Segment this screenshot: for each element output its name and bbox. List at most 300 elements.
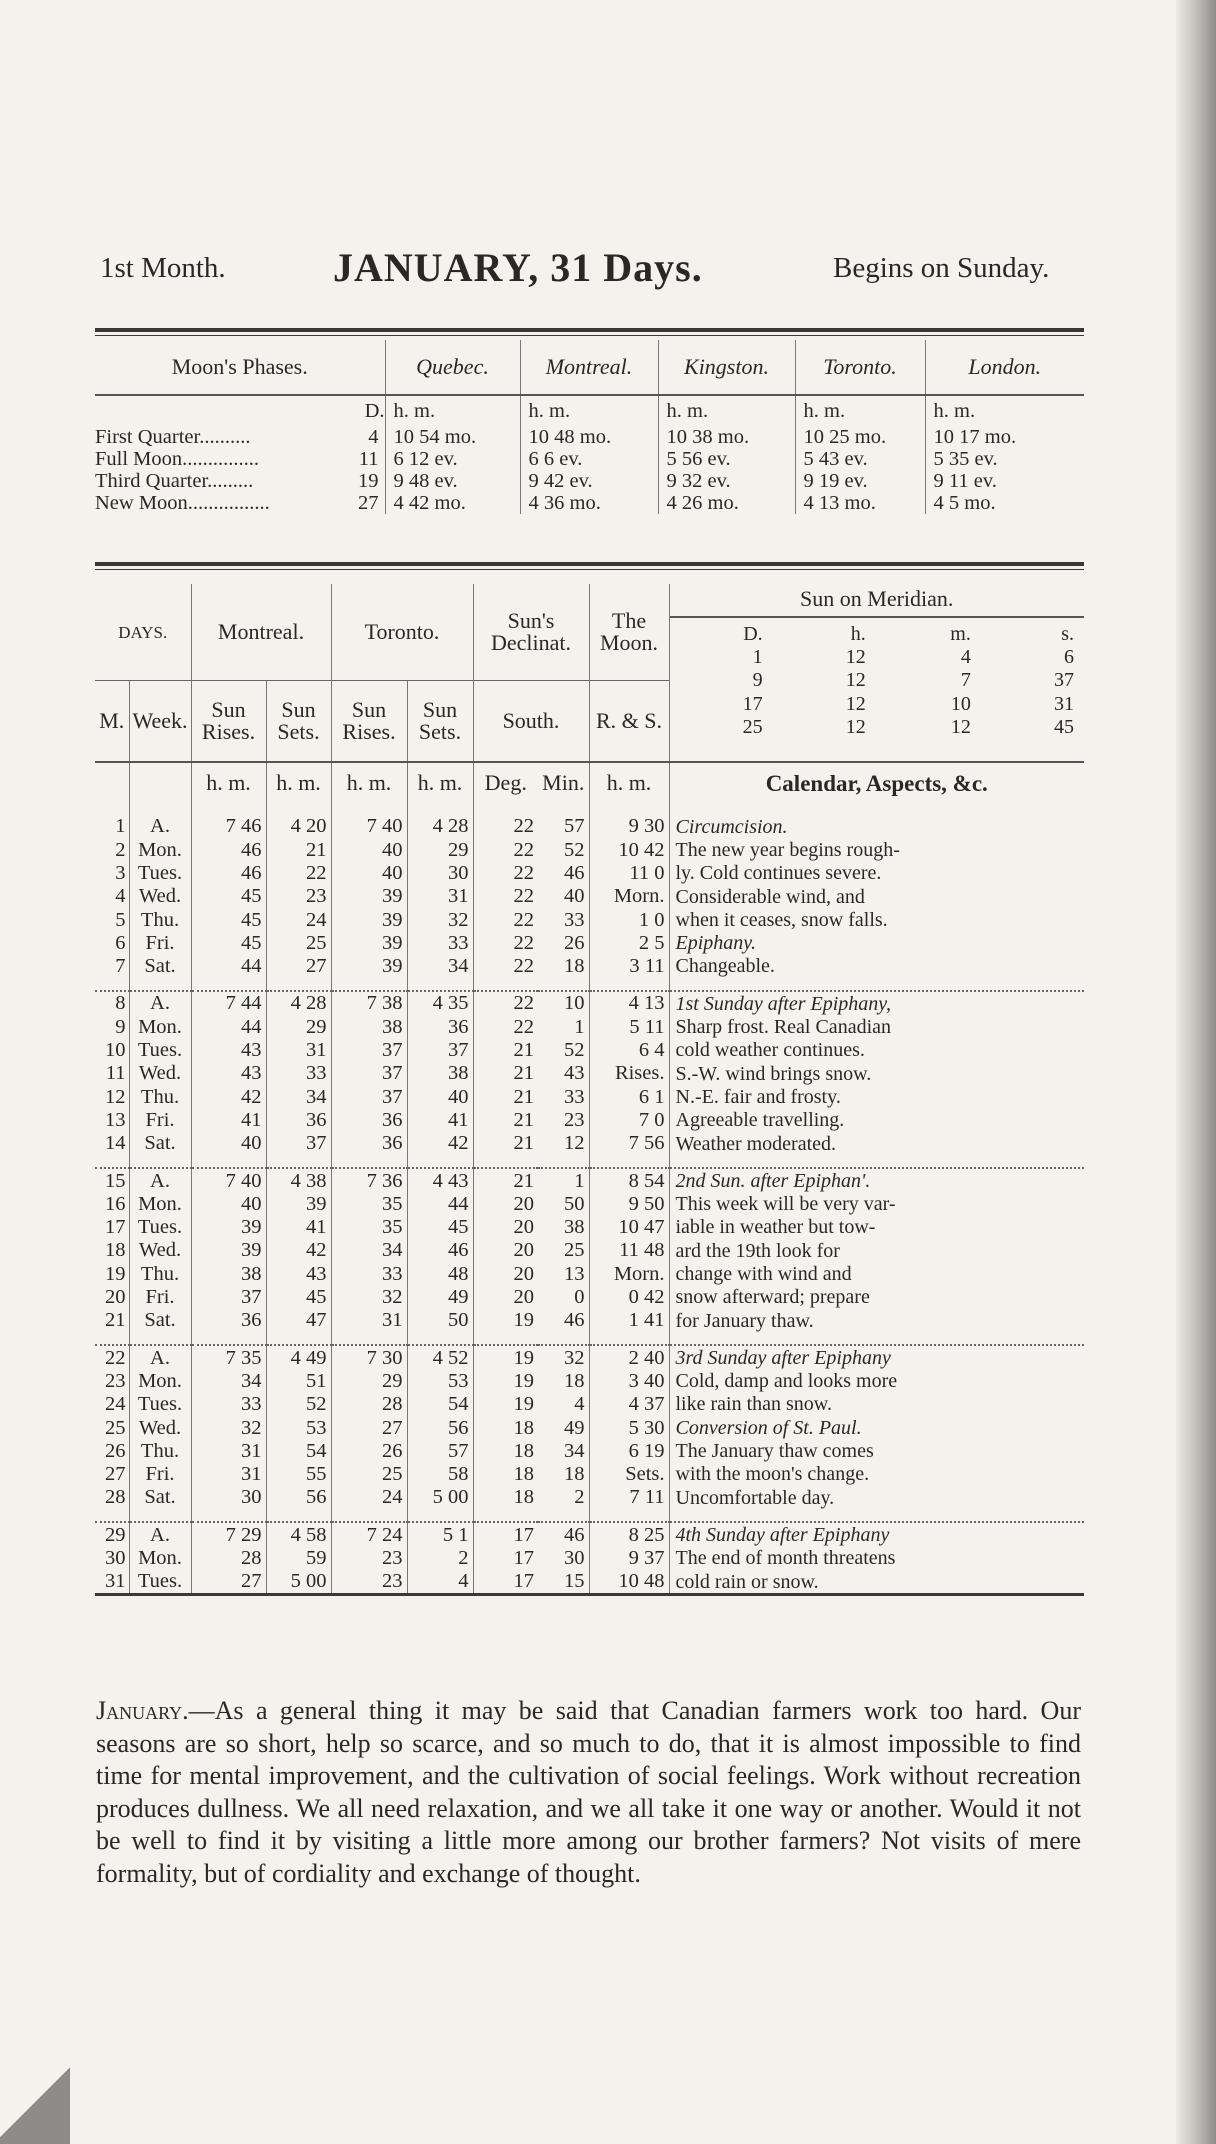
separator-cell — [669, 978, 1084, 991]
day-of-month: 13 — [105, 1108, 126, 1131]
declination-minutes: 38 — [564, 1216, 585, 1239]
montreal-sunset: 53 — [266, 1416, 331, 1439]
calendar-remark: ly. Cold continues severe. — [669, 862, 1084, 885]
spacer-cell — [95, 803, 129, 815]
day-of-week: A. — [129, 1345, 191, 1369]
montreal-sunrise: 31 — [191, 1439, 266, 1462]
day-of-month: 10 — [105, 1039, 126, 1062]
toronto-sunset: 53 — [407, 1370, 473, 1393]
montreal-sets-heading: Sun Sets. — [266, 681, 331, 763]
moon-phase-time: 4 36 mo. — [520, 492, 658, 514]
montreal-sunset: 4 49 — [266, 1345, 331, 1369]
meridian-cell: 12 — [845, 692, 866, 715]
declination-degrees: 20 — [473, 1192, 538, 1215]
meridian-table — [670, 622, 1085, 738]
toronto-sunset: 58 — [407, 1463, 473, 1486]
day-of-week: A. — [129, 815, 191, 838]
toronto-sunset: 4 35 — [407, 991, 473, 1015]
calendar-remark: when it ceases, snow falls. — [669, 908, 1084, 931]
moon-rise-set: 7 11 — [589, 1486, 669, 1509]
toronto-sunrise: 7 36 — [331, 1168, 407, 1192]
moon-phase-time: 10 17 mo. — [925, 426, 1084, 448]
meridian-cell: 1 — [752, 645, 763, 668]
montreal-sunrise: 30 — [191, 1486, 266, 1509]
montreal-sunset: 37 — [266, 1132, 331, 1155]
week-separator — [95, 1155, 1084, 1168]
toronto-sunset: 45 — [407, 1216, 473, 1239]
montreal-sunset: 4 28 — [266, 991, 331, 1015]
moon-phase-row — [95, 470, 1084, 492]
january-note — [96, 1695, 1081, 1890]
separator-cell — [331, 978, 407, 991]
montreal-sunrise: 46 — [191, 838, 266, 861]
day-of-week: Tues. — [129, 862, 191, 885]
calendar-remark: 1st Sunday after Epiphany, — [669, 991, 1084, 1015]
separator-cell — [538, 1155, 589, 1168]
days-heading: DAYS. — [118, 622, 168, 642]
montreal-sunrise: 40 — [191, 1132, 266, 1155]
day-of-month: 26 — [105, 1439, 126, 1462]
moon-rise-set: Rises. — [589, 1062, 669, 1085]
toronto-sunset: 4 43 — [407, 1168, 473, 1192]
toronto-sunrise: 31 — [331, 1309, 407, 1332]
day-of-week: Wed. — [129, 1062, 191, 1085]
montreal-sunrise: 7 44 — [191, 991, 266, 1015]
toronto-sunset: 5 00 — [407, 1486, 473, 1509]
declination-degrees: 22 — [473, 862, 538, 885]
day-row — [95, 931, 1084, 954]
moon-unit-blank — [95, 395, 340, 426]
city-london: London. — [925, 340, 1084, 395]
montreal-sunset: 34 — [266, 1085, 331, 1108]
montreal-sunrise: 28 — [191, 1547, 266, 1570]
calendar-remark: like rain than snow. — [669, 1393, 1084, 1416]
toronto-sunset: 50 — [407, 1309, 473, 1332]
declination-minutes: 2 — [574, 1486, 585, 1509]
moon-rise-set: 8 25 — [589, 1522, 669, 1546]
moon-phase-time: 10 54 mo. — [385, 426, 520, 448]
toronto-sunrise: 26 — [331, 1439, 407, 1462]
week-separator — [95, 1332, 1084, 1345]
day-of-month: 24 — [105, 1393, 126, 1416]
declination-minutes: 30 — [564, 1547, 585, 1569]
day-of-month: 1 — [115, 815, 126, 838]
separator-cell — [266, 1509, 331, 1522]
calendar-remark: Agreeable travelling. — [669, 1109, 1084, 1132]
montreal-sunset: 56 — [266, 1486, 331, 1509]
day-of-month: 29 — [105, 1523, 126, 1546]
toronto-sunrise: 36 — [331, 1109, 407, 1132]
declination-minutes: 15 — [564, 1570, 585, 1593]
moon-rise-set: 0 42 — [589, 1286, 669, 1309]
day-of-month: 18 — [105, 1239, 126, 1262]
declination-degrees: 18 — [473, 1416, 538, 1439]
separator-cell — [129, 1509, 191, 1522]
montreal-sunrise: 38 — [191, 1262, 266, 1285]
moon-phase-time: 10 38 mo. — [658, 426, 795, 448]
week-spacer — [95, 803, 1084, 815]
declination-degrees: 20 — [473, 1239, 538, 1262]
meridian-cell: 6 — [1064, 645, 1074, 668]
calendar-remark: Changeable. — [669, 955, 1084, 978]
separator-cell — [129, 1332, 191, 1345]
declination-minutes: 0 — [574, 1286, 585, 1309]
day-of-week: Fri. — [129, 1109, 191, 1132]
day-of-week: Wed. — [129, 1416, 191, 1439]
declination-minutes: 46 — [564, 1309, 585, 1332]
moon-phase-name: Full Moon............... — [95, 447, 260, 470]
day-row — [95, 838, 1084, 861]
day-row — [95, 1286, 1084, 1309]
separator-cell — [407, 1155, 473, 1168]
moon-phase-time: 9 11 ev. — [925, 470, 1084, 492]
top-rule-thin — [95, 335, 1084, 336]
day-of-month: 22 — [105, 1346, 126, 1369]
montreal-sunset: 4 38 — [266, 1168, 331, 1192]
unit-deg: Deg. — [473, 762, 538, 803]
spacer-cell — [407, 803, 473, 815]
meridian-cell: 12 — [845, 715, 866, 738]
montreal-sunrise: 7 46 — [191, 815, 266, 838]
moon-rise-set: Morn. — [589, 885, 669, 908]
moon-phase-row — [95, 448, 1084, 470]
toronto-sunrise: 35 — [331, 1192, 407, 1215]
montreal-sunrise: 34 — [191, 1370, 266, 1393]
moon-unit-cell: h. m. — [795, 395, 925, 426]
day-of-month: 6 — [115, 931, 126, 954]
calendar-remark: 2nd Sun. after Epiphan'. — [669, 1168, 1084, 1192]
week-separator — [95, 1509, 1084, 1522]
declination-minutes: 33 — [564, 908, 585, 931]
day-of-month: 23 — [105, 1369, 126, 1392]
separator-cell — [191, 1332, 266, 1345]
calendar-remark: Epiphany. — [669, 931, 1084, 954]
toronto-sunset: 5 1 — [407, 1522, 473, 1546]
declination-minutes: 25 — [564, 1239, 585, 1262]
declination-degrees: 22 — [473, 908, 538, 931]
montreal-sunset: 51 — [266, 1370, 331, 1393]
declination-degrees: 20 — [473, 1262, 538, 1285]
day-of-week: Sat. — [129, 1486, 191, 1509]
day-of-month: 14 — [105, 1132, 126, 1155]
montreal-sunrise: 36 — [191, 1309, 266, 1332]
montreal-sunset: 45 — [266, 1286, 331, 1309]
bottom-rule-cell — [95, 1595, 1084, 1603]
city-quebec: Quebec. — [385, 340, 520, 395]
meridian-header-cell: h. — [850, 622, 866, 645]
montreal-sunrise: 44 — [191, 1015, 266, 1038]
separator-cell — [669, 1332, 1084, 1345]
meridian-header-cell: m. — [950, 622, 971, 645]
declination-minutes: 49 — [564, 1416, 585, 1439]
day-row — [95, 1393, 1084, 1416]
day-of-week: Mon. — [129, 1547, 191, 1570]
moon-phase-time: 10 25 mo. — [795, 426, 925, 448]
declination-degrees: 19 — [473, 1370, 538, 1393]
montreal-rises-heading: Sun Rises. — [191, 681, 266, 763]
toronto-sunset: 41 — [407, 1109, 473, 1132]
separator-cell — [331, 1509, 407, 1522]
moon-rise-set: 4 13 — [589, 991, 669, 1015]
toronto-sunrise: 39 — [331, 885, 407, 908]
page-corner — [0, 2060, 70, 2144]
unit-min: Min. — [542, 770, 585, 795]
separator-cell — [669, 1509, 1084, 1522]
montreal-sunrise: 43 — [191, 1062, 266, 1085]
separator-cell — [589, 1155, 669, 1168]
montreal-heading: Montreal. — [191, 584, 331, 681]
south-heading: South. — [473, 681, 589, 763]
toronto-sunrise: 34 — [331, 1239, 407, 1262]
day-of-month: 16 — [105, 1192, 126, 1215]
toronto-sunset: 48 — [407, 1262, 473, 1285]
moon-rise-set: 9 50 — [589, 1192, 669, 1215]
separator-cell — [473, 1509, 538, 1522]
meridian-cell: 9 — [752, 669, 763, 692]
declination-heading: Sun's Declinat. — [473, 584, 589, 681]
toronto-sunrise: 38 — [331, 1015, 407, 1038]
day-row — [95, 1192, 1084, 1215]
montreal-sunrise: 7 35 — [191, 1345, 266, 1369]
calendar-remark: cold weather continues. — [669, 1039, 1084, 1062]
toronto-sunset: 38 — [407, 1062, 473, 1085]
day-row — [95, 908, 1084, 931]
montreal-sunrise: 7 40 — [191, 1168, 266, 1192]
toronto-sunset: 32 — [407, 908, 473, 931]
city-montreal: Montreal. — [520, 340, 658, 395]
montreal-sunset: 4 58 — [266, 1522, 331, 1546]
moon-rise-set: 6 1 — [589, 1085, 669, 1108]
declination-minutes: 40 — [564, 885, 585, 908]
montreal-sunset: 29 — [266, 1015, 331, 1038]
calendar-remark: 3rd Sunday after Epiphany — [669, 1345, 1084, 1369]
declination-degrees: 22 — [473, 838, 538, 861]
declination-degrees: 20 — [473, 1286, 538, 1309]
toronto-sunset: 2 — [407, 1547, 473, 1570]
moon-phase-time: 9 32 ev. — [658, 470, 795, 492]
declination-degrees: 22 — [473, 885, 538, 908]
separator-cell — [266, 1332, 331, 1345]
moon-rise-set: 9 30 — [589, 815, 669, 838]
toronto-heading: Toronto. — [331, 584, 473, 681]
declination-degrees: 18 — [473, 1463, 538, 1486]
day-row — [95, 1039, 1084, 1062]
day-row — [95, 1309, 1084, 1332]
day-of-week: Tues. — [129, 1039, 191, 1062]
montreal-sunset: 54 — [266, 1439, 331, 1462]
declination-minutes: 10 — [564, 992, 585, 1015]
day-of-month: 8 — [115, 992, 126, 1015]
montreal-sunrise: 46 — [191, 862, 266, 885]
day-of-month: 25 — [105, 1416, 126, 1439]
rs-heading: R. & S. — [589, 681, 669, 763]
separator-cell — [191, 978, 266, 991]
montreal-sunset: 47 — [266, 1309, 331, 1332]
separator-cell — [129, 978, 191, 991]
day-of-week: Wed. — [129, 885, 191, 908]
day-row — [95, 955, 1084, 978]
declination-degrees: 19 — [473, 1393, 538, 1416]
spacer-cell — [191, 803, 266, 815]
moon-phase-time: 10 48 mo. — [520, 426, 658, 448]
day-of-month: 5 — [115, 908, 126, 931]
meridian-heading: Sun on Meridian. — [670, 584, 1085, 618]
declination-minutes: 52 — [564, 1039, 585, 1062]
declination-degrees: 19 — [473, 1309, 538, 1332]
toronto-sunset: 42 — [407, 1132, 473, 1155]
toronto-sunrise: 28 — [331, 1393, 407, 1416]
unit-montreal-sets: h. m. — [266, 762, 331, 803]
toronto-sunrise: 25 — [331, 1463, 407, 1486]
calendar-remark: iable in weather but tow- — [669, 1216, 1084, 1239]
moon-phase-time: 4 13 mo. — [795, 492, 925, 514]
montreal-sunset: 31 — [266, 1039, 331, 1062]
declination-minutes: 33 — [564, 1085, 585, 1108]
moon-phase-day: 19 — [358, 469, 379, 492]
moon-phase-row — [95, 426, 1084, 448]
declination-minutes: 46 — [564, 1523, 585, 1546]
montreal-sunrise: 43 — [191, 1039, 266, 1062]
calendar-remark: The January thaw comes — [669, 1439, 1084, 1462]
calendar-remark: 4th Sunday after Epiphany — [669, 1522, 1084, 1546]
day-of-month: 28 — [105, 1486, 126, 1509]
toronto-sunrise: 35 — [331, 1216, 407, 1239]
declination-degrees: 17 — [473, 1547, 538, 1570]
day-row — [95, 1370, 1084, 1393]
toronto-sunset: 49 — [407, 1286, 473, 1309]
meridian-panel — [669, 584, 1084, 762]
montreal-sunset: 4 20 — [266, 815, 331, 838]
meridian-cell: 17 — [742, 692, 763, 715]
moon-rise-set: 11 48 — [589, 1239, 669, 1262]
day-row — [95, 1262, 1084, 1285]
day-of-month: 3 — [115, 861, 126, 884]
moon-phase-time: 9 19 ev. — [795, 470, 925, 492]
week-heading: Week. — [129, 681, 191, 763]
montreal-sunrise: 39 — [191, 1216, 266, 1239]
calendar-remark: N.-E. fair and frosty. — [669, 1085, 1084, 1108]
montreal-sunrise: 27 — [191, 1570, 266, 1595]
moon-rise-set: 7 0 — [589, 1109, 669, 1132]
toronto-sunrise: 39 — [331, 955, 407, 978]
separator-cell — [407, 1509, 473, 1522]
moon-phase-time: 4 5 mo. — [925, 492, 1084, 514]
declination-degrees: 21 — [473, 1039, 538, 1062]
declination-degrees: 21 — [473, 1132, 538, 1155]
montreal-sunset: 24 — [266, 908, 331, 931]
moon-phase-time: 6 12 ev. — [385, 448, 520, 470]
toronto-sunrise: 39 — [331, 931, 407, 954]
toronto-sunrise: 7 40 — [331, 815, 407, 838]
toronto-sunset: 4 — [407, 1570, 473, 1595]
meridian-cell: 12 — [845, 645, 866, 668]
montreal-sunrise: 33 — [191, 1393, 266, 1416]
day-of-month: 21 — [105, 1309, 126, 1332]
declination-minutes: 18 — [564, 955, 585, 978]
montreal-sunset: 22 — [266, 862, 331, 885]
montreal-sunrise: 45 — [191, 931, 266, 954]
moon-rise-set: 2 5 — [589, 931, 669, 954]
montreal-sunset: 39 — [266, 1192, 331, 1215]
montreal-sunset: 59 — [266, 1547, 331, 1570]
toronto-sunset: 29 — [407, 838, 473, 861]
meridian-cell: 37 — [1054, 669, 1074, 692]
day-row — [95, 1547, 1084, 1570]
montreal-sunset: 36 — [266, 1109, 331, 1132]
separator-cell — [191, 1155, 266, 1168]
declination-degrees: 22 — [473, 931, 538, 954]
meridian-cell: 10 — [950, 692, 971, 715]
spacer-cell — [669, 803, 1084, 815]
separator-cell — [266, 1155, 331, 1168]
toronto-sunset: 54 — [407, 1393, 473, 1416]
toronto-sunrise: 33 — [331, 1262, 407, 1285]
day-row — [95, 1132, 1084, 1155]
separator-cell — [538, 978, 589, 991]
montreal-sunrise: 44 — [191, 955, 266, 978]
declination-degrees: 21 — [473, 1085, 538, 1108]
montreal-sunrise: 45 — [191, 908, 266, 931]
declination-minutes: 34 — [564, 1439, 585, 1462]
moon-heading: The Moon. — [589, 584, 669, 681]
city-toronto: Toronto. — [795, 340, 925, 395]
montreal-sunset: 5 00 — [266, 1570, 331, 1595]
moon-rise-set: 3 11 — [589, 955, 669, 978]
moon-phase-time: 6 6 ev. — [520, 448, 658, 470]
unit-moon: h. m. — [589, 762, 669, 803]
day-of-week: A. — [129, 991, 191, 1015]
declination-minutes: 18 — [564, 1369, 585, 1392]
meridian-cell: 7 — [960, 669, 971, 692]
declination-degrees: 21 — [473, 1109, 538, 1132]
declination-minutes: 1 — [574, 1015, 585, 1038]
montreal-sunset: 27 — [266, 955, 331, 978]
day-row — [95, 1062, 1084, 1085]
calendar-remark: This week will be very var- — [669, 1192, 1084, 1215]
declination-degrees: 17 — [473, 1522, 538, 1546]
meridian-cell: 4 — [960, 645, 971, 668]
calendar-remark: Conversion of St. Paul. — [669, 1416, 1084, 1439]
day-row — [95, 1109, 1084, 1132]
day-of-week: A. — [129, 1522, 191, 1546]
separator-cell — [331, 1155, 407, 1168]
moon-rise-set: 1 0 — [589, 908, 669, 931]
toronto-sunset: 40 — [407, 1085, 473, 1108]
spacer-cell — [589, 803, 669, 815]
table-bottom-rule — [95, 1595, 1084, 1603]
toronto-sunset: 44 — [407, 1192, 473, 1215]
calendar-remark: ard the 19th look for — [669, 1239, 1084, 1262]
day-row — [95, 1522, 1084, 1546]
day-of-week: Fri. — [129, 1286, 191, 1309]
meridian-cell: 31 — [1054, 692, 1074, 715]
day-row — [95, 815, 1084, 838]
day-row — [95, 1015, 1084, 1038]
moon-phase-time: 9 48 ev. — [385, 470, 520, 492]
calendar-remark: for January thaw. — [669, 1309, 1084, 1332]
declination-minutes: 1 — [574, 1169, 585, 1192]
declination-degrees: 18 — [473, 1486, 538, 1509]
montreal-sunrise: 42 — [191, 1085, 266, 1108]
moon-phase-time: 5 56 ev. — [658, 448, 795, 470]
separator-cell — [589, 978, 669, 991]
day-of-week: Sat. — [129, 1309, 191, 1332]
calendar-remark: The end of month threatens — [669, 1547, 1084, 1570]
toronto-sunrise: 23 — [331, 1547, 407, 1570]
toronto-sunrise: 37 — [331, 1039, 407, 1062]
moon-phase-time: 9 42 ev. — [520, 470, 658, 492]
toronto-sunrise: 7 30 — [331, 1345, 407, 1369]
